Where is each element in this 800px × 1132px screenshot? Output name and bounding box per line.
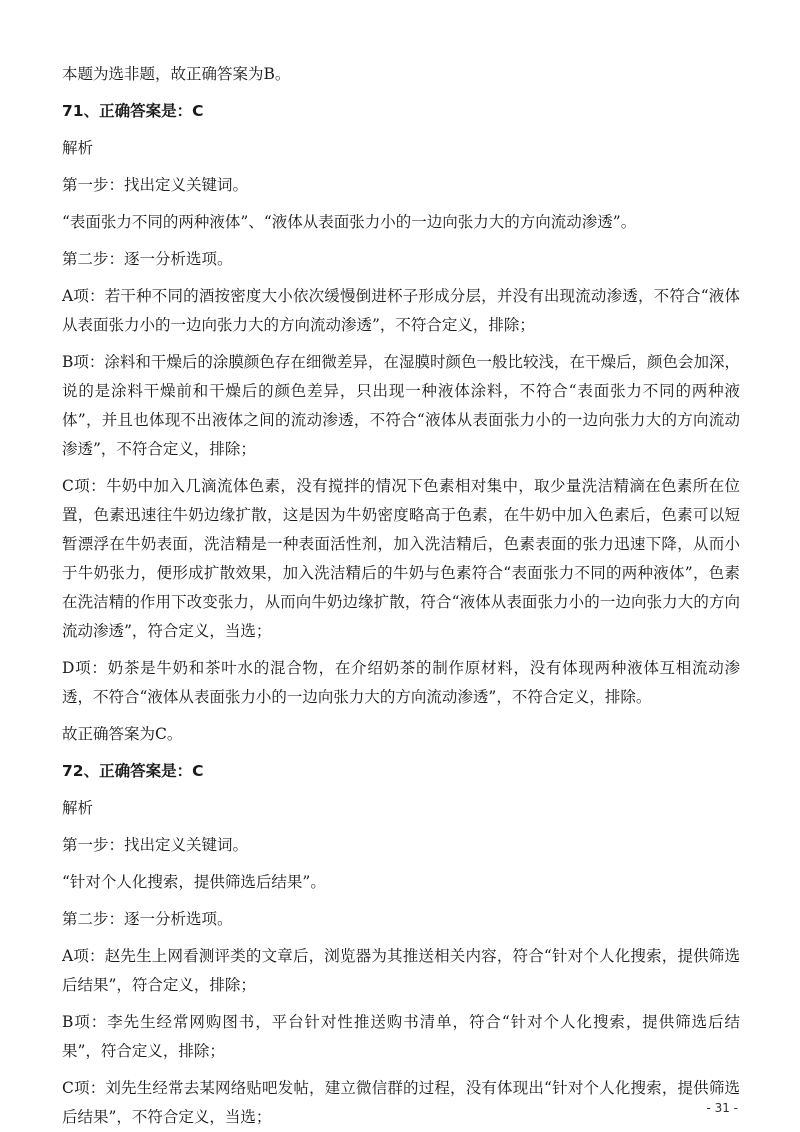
q71-heading: 71、正确答案是：C (62, 102, 204, 120)
q71-option-d: D项：奶茶是牛奶和茶叶水的混合物，在介绍奶茶的制作原材料，没有体现两种液体互相流动渗透，不符合“液体从表面张力小的一边向张力大的方向流动渗透”，不符合定义，排除。 (62, 659, 740, 706)
page-number: - 31 - (706, 1101, 738, 1115)
q72-keywords: “针对个人化搜索，提供筛选后结果”。 (62, 873, 326, 891)
q71-analysis-label: 解析 (62, 139, 94, 157)
q72-option-a: A项：赵先生上网看测评类的文章后，浏览器为其推送相关内容，符合“针对个人化搜索，提供筛选后结果”，符合定义，排除； (62, 947, 740, 994)
q72-heading: 72、正确答案是：C (62, 762, 204, 780)
q72-step1: 第一步：找出定义关键词。 (62, 836, 249, 854)
q72-analysis-label: 解析 (62, 799, 94, 817)
q71-option-c: C项：牛奶中加入几滴流体色素，没有搅拌的情况下色素相对集中，取少量洗洁精滴在色素所在位置，色素迅速往牛奶边缘扩散，这是因为牛奶密度略高于色素，在牛奶中加入色素后，色素可以短暂漂浮在牛奶表面，洗洁精是一种表面活性剂，加入洗洁精后，色素表面的张力迅速下降，从而小于牛奶张力，便形成扩散效果，加入洗洁精后的牛奶与色素符合“表面张力不同的两种液体”，色素在洗洁精的作用下改变张力，从而向牛奶边缘扩散，符合“液体从表面张力小的一边向张力大的方向流动渗透”，符合定义，当选； (62, 477, 740, 640)
q71-step1: 第一步：找出定义关键词。 (62, 176, 249, 194)
q72-option-b: B项：李先生经常网购图书，平台针对性推送购书清单，符合“针对个人化搜索，提供筛选后结果”，符合定义，排除； (62, 1013, 740, 1060)
q71-option-a: A项：若干种不同的酒按密度大小依次缓慢倒进杯子形成分层，并没有出现流动渗透，不符合“液体从表面张力小的一边向张力大的方向流动渗透”，不符合定义，排除； (62, 287, 740, 334)
intro-answer-line: 本题为选非题，故正确答案为B。 (62, 65, 291, 83)
q72-option-c: C项：刘先生经常去某网络贴吧发帖，建立微信群的过程，没有体现出“针对个人化搜索，提供筛选后结果”，不符合定义，当选； (62, 1079, 740, 1126)
q71-final-answer: 故正确答案为C。 (62, 725, 183, 743)
q71-step2: 第二步：逐一分析选项。 (62, 250, 233, 268)
q71-keywords: “表面张力不同的两种液体”、“液体从表面张力小的一边向张力大的方向流动渗透”。 (62, 213, 637, 231)
q71-option-b: B项：涂料和干燥后的涂膜颜色存在细微差异，在湿膜时颜色一般比较浅，在干燥后，颜色会加深，说的是涂料干燥前和干燥后的颜色差异，只出现一种液体涂料，不符合“表面张力不同的两种液体”，并且也体现不出液体之间的流动渗透，不符合“液体从表面张力小的一边向张力大的方向流动渗透”，不符合定义，排除； (62, 353, 740, 458)
q72-step2: 第二步：逐一分析选项。 (62, 910, 233, 928)
